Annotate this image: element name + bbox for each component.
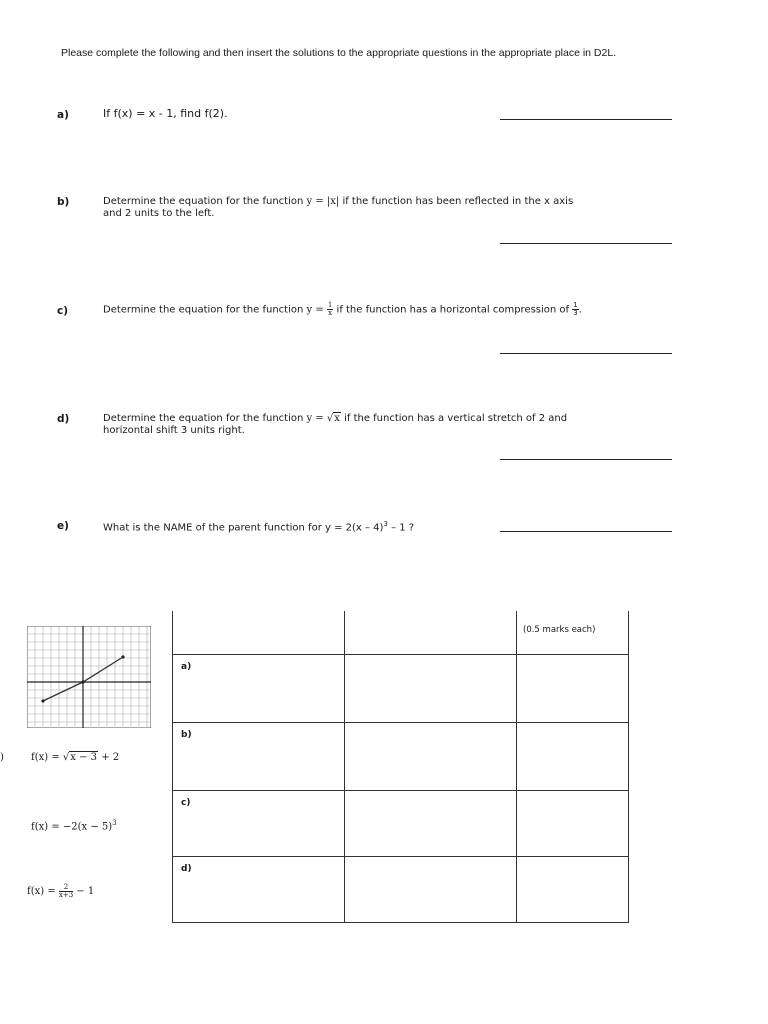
table-row xyxy=(173,856,629,922)
row-label-b: b) xyxy=(181,729,192,740)
question-c-text: Determine the equation for the function y = $\frac{1}{x}$ if the function has a horizontal compression of $\frac{1}{3}$ . xyxy=(103,301,582,317)
answer-cell[interactable] xyxy=(517,722,629,790)
row-label-a: a) xyxy=(181,661,192,672)
question-b-text: Determine the equation for the function y = |x| if the function has been reflected in the x axis and 2 units to the left. xyxy=(103,196,574,219)
table-row xyxy=(173,790,629,856)
matching-table xyxy=(172,611,629,923)
answer-cell[interactable] xyxy=(345,790,517,856)
function-rational: f(x) = $\frac{2}{x+3}$ − 1 xyxy=(27,883,95,899)
table-cell xyxy=(173,856,345,922)
answer-cell[interactable] xyxy=(517,790,629,856)
row-label-d: d) xyxy=(181,863,192,874)
answer-cell[interactable] xyxy=(345,856,517,922)
coordinate-graph xyxy=(27,626,151,733)
question-a-label: a) xyxy=(57,109,69,121)
table-cell xyxy=(345,611,517,654)
answer-cell[interactable] xyxy=(517,856,629,922)
question-e-text: What is the NAME of the parent function for y = 2(x – 4)$^3$ – 1 ? xyxy=(103,520,415,534)
question-d-text: Determine the equation for the function y = √x if the function has a vertical stretch of 2 and horizontal shift 3 units right. xyxy=(103,413,568,436)
answer-blank-c[interactable] xyxy=(500,353,672,354)
answer-cell[interactable] xyxy=(517,654,629,722)
function-sqrt: f(x) = √x − 3 + 2 xyxy=(31,752,120,763)
table-row xyxy=(173,611,629,654)
instructions-text: Please complete the following and then insert the solutions to the appropriate questions in the appropriate place in D2L. xyxy=(61,47,617,59)
answer-cell[interactable] xyxy=(345,654,517,722)
cutoff-bracket: ) xyxy=(0,752,4,763)
table-row xyxy=(173,654,629,722)
question-d-label: d) xyxy=(57,413,70,425)
answer-blank-b[interactable] xyxy=(500,243,672,244)
table-row xyxy=(173,722,629,790)
answer-blank-d[interactable] xyxy=(500,459,672,460)
question-a-text: If f(x) = x - 1, find f(2). xyxy=(103,107,228,120)
function-cubic: $f(x) = -2(x - 5)^3$ xyxy=(31,819,117,833)
table-cell xyxy=(173,611,345,654)
question-e-label: e) xyxy=(57,520,69,532)
row-label-c: c) xyxy=(181,797,191,808)
marks-note: (0.5 marks each) xyxy=(523,625,596,635)
question-c-label: c) xyxy=(57,305,69,317)
table-cell xyxy=(173,722,345,790)
question-b-label: b) xyxy=(57,196,70,208)
answer-blank-a[interactable] xyxy=(500,119,672,120)
table-cell xyxy=(173,654,345,722)
table-cell xyxy=(173,790,345,856)
answer-blank-e[interactable] xyxy=(500,531,672,532)
table-cell xyxy=(517,611,629,654)
answer-cell[interactable] xyxy=(345,722,517,790)
